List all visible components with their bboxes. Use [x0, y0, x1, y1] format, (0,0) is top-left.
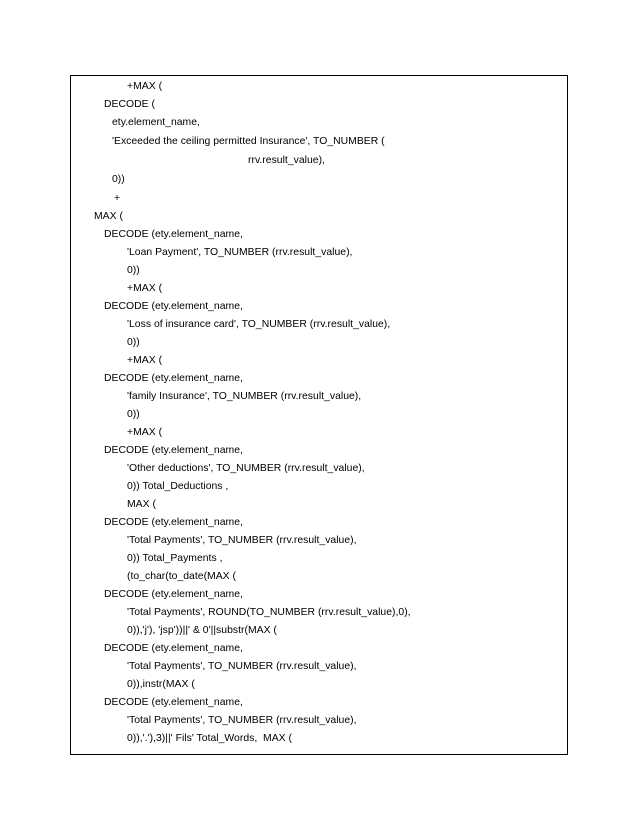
code-line: 0)),'.'),3)||' Fils' Total_Words, MAX (	[127, 733, 293, 744]
code-line: rrv.result_value),	[248, 155, 325, 166]
code-line: ety.element_name,	[112, 117, 200, 128]
code-line: DECODE (ety.element_name,	[104, 697, 243, 708]
code-line: 0)) Total_Deductions ,	[127, 481, 229, 492]
code-line: DECODE (	[104, 99, 155, 110]
code-line: 'Total Payments', TO_NUMBER (rrv.result_value),	[127, 535, 357, 546]
code-line: MAX (	[94, 211, 123, 222]
code-line: 0))	[127, 409, 140, 420]
code-line: MAX (	[127, 499, 156, 510]
code-line: 'Loan Payment', TO_NUMBER (rrv.result_value),	[127, 247, 353, 258]
code-line: +MAX (	[127, 81, 163, 92]
code-line: (to_char(to_date(MAX (	[127, 571, 237, 582]
code-line: 0)),'j'), 'jsp'))||' & 0'||substr(MAX (	[127, 625, 277, 636]
code-line: DECODE (ety.element_name,	[104, 643, 243, 654]
code-line: 'Loss of insurance card', TO_NUMBER (rrv.result_value),	[127, 319, 391, 330]
code-line: 'Exceeded the ceiling permitted Insurance', TO_NUMBER (	[112, 136, 385, 147]
code-line: 0)) Total_Payments ,	[127, 553, 223, 564]
code-line: 'Total Payments', ROUND(TO_NUMBER (rrv.result_value),0),	[127, 607, 411, 618]
code-line: DECODE (ety.element_name,	[104, 373, 243, 384]
code-line: +	[114, 193, 121, 204]
code-line: DECODE (ety.element_name,	[104, 517, 243, 528]
code-line: 'Total Payments', TO_NUMBER (rrv.result_value),	[127, 715, 357, 726]
code-line: 'family Insurance', TO_NUMBER (rrv.result_value),	[127, 391, 362, 402]
code-line: +MAX (	[127, 283, 163, 294]
code-line: DECODE (ety.element_name,	[104, 229, 243, 240]
code-line: DECODE (ety.element_name,	[104, 445, 243, 456]
code-line: +MAX (	[127, 355, 163, 366]
code-line: 0))	[127, 265, 140, 276]
code-line: 'Other deductions', TO_NUMBER (rrv.result_value),	[127, 463, 365, 474]
code-line: 0))	[127, 337, 140, 348]
code-line: DECODE (ety.element_name,	[104, 301, 243, 312]
code-line: 0))	[112, 174, 125, 185]
code-line: 'Total Payments', TO_NUMBER (rrv.result_value),	[127, 661, 357, 672]
code-line: DECODE (ety.element_name,	[104, 589, 243, 600]
code-line: 0)),instr(MAX (	[127, 679, 195, 690]
code-line: +MAX (	[127, 427, 163, 438]
